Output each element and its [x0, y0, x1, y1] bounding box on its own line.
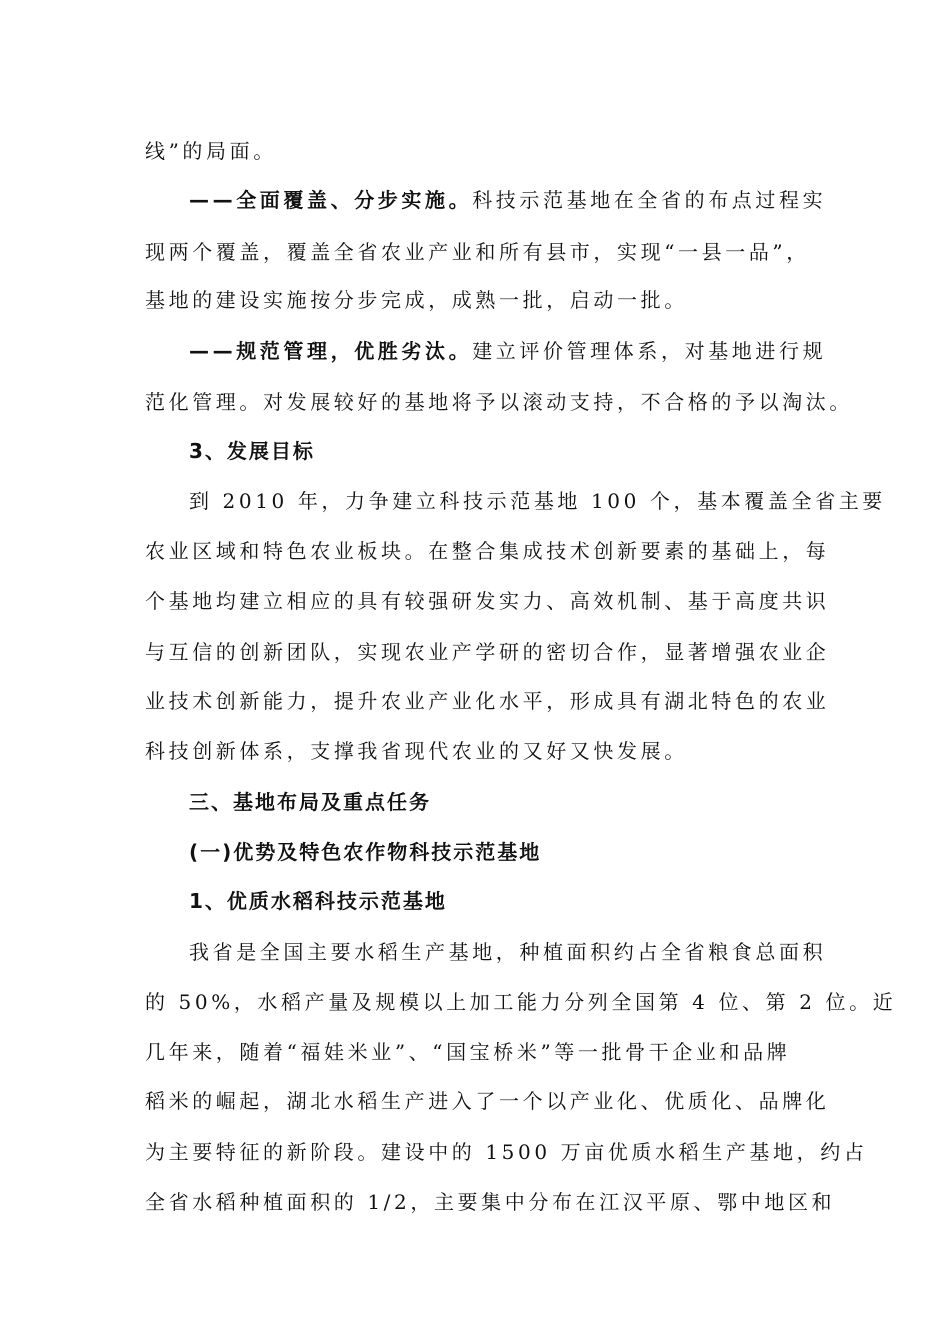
rice-paragraph-line-1: 我省是全国主要水稻生产基地，种植面积约占全省粮食总面积 — [189, 940, 827, 964]
goals-paragraph-line-2: 农业区域和特色农业板块。在整合集成技术创新要素的基础上，每 — [145, 539, 830, 563]
paragraph-continuation-line: 线”的局面。 — [145, 139, 277, 163]
principle-coverage-lead: ——全面覆盖、分步实施。 — [189, 188, 473, 212]
principle-management-line-1 — [189, 333, 827, 369]
heading-rice-base: 1、优质水稻科技示范基地 — [189, 889, 447, 913]
principle-coverage-line-2: 现两个覆盖，覆盖全省农业产业和所有县市，实现“一县一品”， — [145, 240, 810, 264]
principle-management-text: 建立评价管理体系，对基地进行规 — [472, 339, 827, 363]
rice-paragraph-line-4: 稻米的崛起，湖北水稻生产进入了一个以产业化、优质化、品牌化 — [145, 1089, 830, 1113]
rice-paragraph-line-2: 的 50%，水稻产量及规模以上加工能力分列全国第 4 位、第 2 位。近 — [145, 990, 897, 1014]
principle-coverage-text: 科技示范基地在全省的布点过程实 — [472, 188, 827, 212]
goals-paragraph-line-6: 科技创新体系，支撑我省现代农业的又好又快发展。 — [145, 739, 688, 763]
goals-paragraph-line-1: 到 2010 年，力争建立科技示范基地 100 个，基本覆盖全省主要 — [189, 489, 886, 513]
rice-paragraph-line-3: 几年来，随着“福娃米业”、“国宝桥米”等一批骨干企业和品牌 — [145, 1040, 791, 1064]
goals-paragraph-line-5: 业技术创新能力，提升农业产业化水平，形成具有湖北特色的农业 — [145, 689, 830, 713]
rice-paragraph-line-6: 全省水稻种植面积的 1/2，主要集中分布在江汉平原、鄂中地区和 — [145, 1190, 836, 1214]
principle-coverage-line-1 — [189, 182, 827, 218]
heading-section-3: 三、基地布局及重点任务 — [189, 790, 431, 814]
principle-coverage-line-3: 基地的建设实施按分步完成，成熟一批，启动一批。 — [145, 288, 688, 312]
principle-management-line-2: 范化管理。对发展较好的基地将予以滚动支持，不合格的予以淘汰。 — [145, 390, 853, 414]
heading-subsection-1: (一)优势及特色农作物科技示范基地 — [189, 840, 542, 864]
goals-paragraph-line-3: 个基地均建立相应的具有较强研发实力、高效机制、基于高度共识 — [145, 589, 830, 613]
goals-paragraph-line-4: 与互信的创新团队，实现农业产学研的密切合作，显著增强农业企 — [145, 640, 830, 664]
heading-development-goals: 3、发展目标 — [189, 439, 315, 463]
rice-paragraph-line-5: 为主要特征的新阶段。建设中的 1500 万亩优质水稻生产基地，约占 — [145, 1140, 868, 1164]
principle-management-lead: ——规范管理，优胜劣汰。 — [189, 339, 473, 363]
